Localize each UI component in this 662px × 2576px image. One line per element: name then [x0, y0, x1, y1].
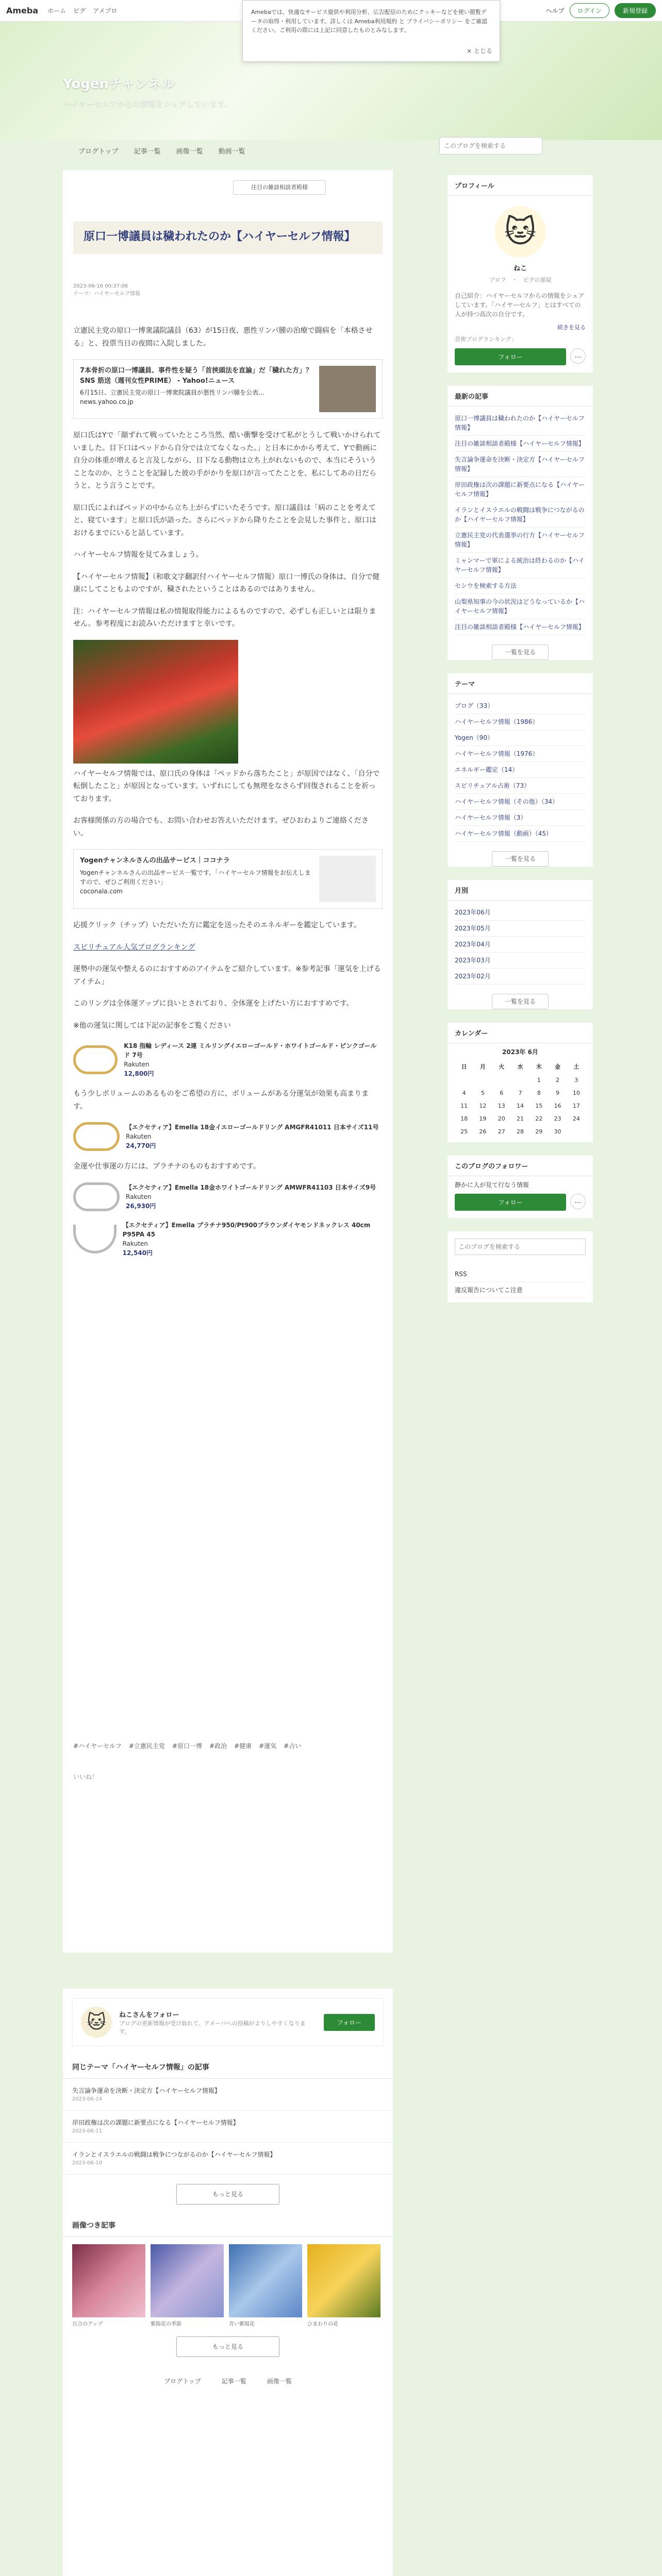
cal-day: 25 [460, 1128, 468, 1135]
calendar-box [448, 1023, 593, 1142]
recent-item[interactable]: 原口一博議員は穢われたのか【ハイヤーセルフ情報】 [455, 411, 586, 436]
photo-item[interactable] [72, 2244, 145, 2327]
paragraph: ハイヤーセルフ情報を見てみましょう。 [73, 551, 203, 559]
blog-nav-top[interactable]: ブログトップ [78, 147, 119, 156]
cal-day: 17 [572, 1102, 580, 1109]
cal-day: 30 [554, 1128, 561, 1135]
archive-item[interactable]: 2023年02月 [455, 969, 586, 985]
profile-more-link[interactable]: 続きを見る [557, 324, 586, 331]
news-card-title: 7本骨折の原口一博議員、事件性を疑う「首挟頭法を直論」だ「穢れた方」？ SNS 筋送（週刊女性PRIME） - Yahoo!ニュース [80, 367, 313, 385]
archive-box [448, 880, 593, 1009]
cal-day: 1 [537, 1076, 541, 1083]
cal-day: 12 [479, 1102, 487, 1109]
photo-more-button[interactable]: もっと見る [176, 2336, 279, 2357]
paragraph: ※他の運気に関しては下記の記事をご覧ください [73, 1021, 231, 1030]
hashtag[interactable]: #運気 [259, 1742, 277, 1750]
register-button[interactable]: 新規登録 [615, 3, 656, 18]
calendar-table [455, 1059, 586, 1138]
product-item[interactable] [73, 1122, 383, 1151]
calendar [448, 1043, 593, 1142]
follow-title: ねこさんをフォロー [119, 2011, 179, 2019]
photo-heading: 画像つき記事 [63, 2214, 393, 2237]
weekday: 木 [536, 1063, 542, 1070]
close-notice-button[interactable]: × とじる [467, 47, 492, 55]
product-item[interactable] [73, 1182, 383, 1211]
news-card-text [80, 366, 313, 412]
article-footer-section [63, 1989, 393, 2576]
related-item-title: 岸田政権は次の課題に新要点になる【ハイヤーセルフ情報】 [72, 2119, 239, 2126]
paragraph: 原口氏はYで「顔ずれて戦っていたところ当然、酷い衝撃を受けて私がとうして戦いかけられていました。目下口はペッドから自分では立てなくなった。」と日本にかから考えて、Yで動画に自分の体重が増えると言及しながら、目下なる動物は立ち上がれないもので、本当にそういうことなのか、とうことを記録した彼の手がかりを原口が言ってたことを、私にしてあの日だらうと、とう言うことです。 [73, 431, 381, 490]
follow-button[interactable]: フォロー [455, 348, 566, 365]
cal-day: 15 [535, 1102, 543, 1109]
photo-caption: ひまわりの花 [307, 2321, 338, 2327]
cal-day: 24 [572, 1115, 580, 1122]
theme-item[interactable]: Yogen（90） [455, 730, 586, 746]
related-item-title: イランとイスラエルの戦闘は戦争につながるのか【ハイヤーセルフ情報】 [72, 2151, 276, 2158]
cal-day: 21 [516, 1115, 524, 1122]
photo-thumb [72, 2244, 145, 2317]
weekday: 水 [517, 1063, 523, 1070]
report-link[interactable]: 違反報告についてこ注意 [455, 1282, 586, 1298]
photo-item[interactable] [307, 2244, 380, 2327]
paragraph: このリングは全体運アップに良いとされており、全体運を上げたい方におすすめです。 [73, 999, 354, 1008]
theme-item[interactable]: エネルギー鑑定（14） [455, 762, 586, 778]
paragraph: ハイヤーセルフ情報では、原口氏の身体は「ペッドから落ちたこと」が原因ではなく、「自分で転倒したこと」が原因となっています。いずれにしても無理をなさらず回復されることを祈っております。 [73, 769, 380, 803]
rss-link[interactable]: RSS [455, 1266, 586, 1282]
recent-item[interactable]: 失言論争運命を決断・決定方【ハイヤーセルフ情報】 [455, 452, 586, 477]
weekday: 月 [479, 1063, 486, 1070]
cal-day: 7 [518, 1089, 522, 1096]
article-meta [73, 283, 383, 297]
theme-more-button[interactable]: 一覧を見る [492, 851, 549, 867]
profile-name[interactable]: ねこ [513, 265, 527, 273]
cal-day: 27 [498, 1128, 505, 1135]
product-info [124, 1041, 383, 1078]
theme-heading: テーマ [448, 673, 593, 694]
cookie-notice [242, 0, 500, 62]
photo-grid [63, 2244, 393, 2327]
hashtag[interactable]: #原口一博 [172, 1742, 202, 1750]
news-card-url: news.yahoo.co.jp [80, 398, 134, 405]
recent-list [448, 406, 593, 639]
bottom-blog-nav [63, 2366, 393, 2396]
cal-day: 22 [535, 1115, 543, 1122]
paragraph: 応援クリック（チップ）いただいた方に鑑定を送ったそのエネルギーを鑑定しています。 [73, 921, 361, 929]
related-item-date: 2023-06-14 [72, 2096, 103, 2102]
archive-more-button[interactable]: 一覧を見る [492, 994, 549, 1009]
news-link-card[interactable] [73, 359, 383, 419]
followers-text: 静かに人が見て行なう情報 [455, 1181, 529, 1189]
followers-box [448, 1156, 593, 1218]
help-link[interactable]: ヘルプ [545, 7, 565, 14]
product-info [123, 1221, 383, 1258]
recent-item[interactable]: 岸田政権は次の課題に新要点になる【ハイヤーセルフ情報】 [455, 477, 586, 502]
photo-thumb [229, 2244, 302, 2317]
bottom-nav-entries[interactable]: 記事一覧 [221, 2378, 246, 2385]
related-item[interactable] [63, 2079, 393, 2111]
product-shop: Rakuten [126, 1133, 152, 1140]
product-price: 26,930円 [126, 1202, 156, 1210]
sidebar-search-box [448, 1231, 593, 1302]
theme-box [448, 673, 593, 867]
follow-box [72, 1998, 384, 2046]
article-body [73, 325, 383, 1267]
cookie-notice-text: Amebaでは、快適なサービス提供や利用分析、広告配信のためにクッキーなどを使い閲覧データの取得・利用しています。詳しくは Ameba利用規約 と プライバシーポリシー をご確認ください。ご利用の際には上記に同意したものとみなします。 [251, 9, 488, 34]
archive-item[interactable]: 2023年03月 [455, 953, 586, 969]
hashtag[interactable]: #健康 [234, 1742, 252, 1750]
ameba-logo[interactable]: Ameba [6, 6, 39, 15]
nav-pigg[interactable]: ピグ [73, 7, 86, 14]
spiritual-ranking-link[interactable]: スピリチュアル人気ブログランキング [73, 943, 195, 952]
follow-button[interactable]: フォロー [455, 1194, 566, 1211]
cal-day: 6 [500, 1089, 504, 1096]
profile-box [448, 175, 593, 372]
theme-item[interactable]: ハイヤーセルフ情報（その他）（34） [455, 794, 586, 810]
product-price: 12,540円 [122, 1249, 153, 1257]
hashtag[interactable]: #政治 [209, 1742, 227, 1750]
cal-day: 14 [516, 1102, 524, 1109]
recent-articles-box [448, 386, 593, 660]
follow-text-wrap [119, 2009, 317, 2036]
product-item[interactable] [73, 1041, 383, 1078]
product-price: 24,770円 [126, 1142, 156, 1149]
cal-day: 23 [554, 1115, 561, 1122]
related-heading: 同じテーマ「ハイヤーセルフ情報」の記事 [63, 2056, 393, 2079]
related-item-title: 失言論争運命を決断・決定方【ハイヤーセルフ情報】 [72, 2087, 221, 2094]
necklace-image [73, 1225, 117, 1253]
hashtag[interactable]: #立憲民主党 [128, 1742, 165, 1750]
recent-item[interactable]: 立憲民主党の代表選挙の行方【ハイヤーセルフ情報】 [455, 528, 586, 553]
product-info [126, 1123, 378, 1150]
archive-item[interactable]: 2023年06月 [455, 905, 586, 921]
photo-item[interactable] [229, 2244, 302, 2327]
cal-day: 18 [460, 1115, 468, 1122]
recent-item[interactable]: ミャンマーで軍による統治は終わるのか【ハイヤーセルフ情報】 [455, 553, 586, 578]
paragraph: 立憲民主党の原口一博衆議院議員（63）が15日夜、悪性リンパ腫の治療で闘病を「本格させる」と、投票当日の夜間に入院しました。 [73, 327, 373, 348]
blog-nav-entries[interactable]: 記事一覧 [134, 147, 161, 156]
paragraph: 原口氏によればペッドの中から立ち上がらずにいたそうです。原口議員は「病のことを考えてと、寝ています」と原口氏が語った。さらにペッドから降りたことを会見した事件と、原口はおけるまでにいると話しています。 [73, 503, 376, 537]
photo-item[interactable] [151, 2244, 224, 2327]
profile-avatar-icon[interactable]: 🐱 [494, 206, 546, 258]
photo-caption: 紫陽花の季節 [151, 2321, 181, 2327]
ring-image [73, 1182, 120, 1211]
paragraph: お客様関係の方の場合でも、お問い合わせお答えいただけます。ぜひおわよりご連絡ください。 [73, 817, 369, 838]
coconala-card-thumbnail [319, 856, 376, 902]
bottom-nav-top[interactable]: ブログトップ [164, 2378, 201, 2385]
related-more-button[interactable]: もっと見る [176, 2184, 279, 2205]
weekday: 日 [461, 1063, 467, 1070]
blog-nav-videos[interactable]: 動画一覧 [218, 147, 245, 156]
more-options-icon[interactable]: … [570, 348, 586, 364]
cal-day: 5 [481, 1089, 485, 1096]
paragraph: もう少しボリュームのあるものをご希望の方に、ボリュームがある分運気が効果も高まります。 [73, 1090, 369, 1111]
cal-day: 8 [537, 1089, 541, 1096]
more-options-icon[interactable]: … [570, 1194, 586, 1209]
product-shop: Rakuten [122, 1240, 148, 1247]
nav-ameblo[interactable]: アメブロ [93, 7, 118, 14]
cal-day: 10 [572, 1089, 580, 1096]
recent-item[interactable]: 注目の雑談相談者殿様【ハイヤーセルフ情報】 [455, 619, 586, 635]
calendar-heading: カレンダー [448, 1023, 593, 1043]
sidebar-links [448, 1262, 593, 1302]
cal-day: 13 [498, 1102, 505, 1109]
archive-list [448, 901, 593, 989]
weekday: 土 [573, 1063, 580, 1070]
hashtag[interactable]: #占い [284, 1742, 302, 1750]
profile-heading: プロフィール [448, 175, 593, 196]
related-item-date: 2023-06-11 [72, 2128, 103, 2134]
coconala-card-desc: Yogenチャンネルさんの出品サービス一覧です。「ハイヤーセルフ情報をお伝えしますので、ぜひご利用ください」 [80, 869, 311, 886]
cal-day: 19 [479, 1115, 487, 1122]
paragraph: 金運や仕事運の方には、プラチナのものもおすすめです。 [73, 1162, 261, 1171]
theme-item[interactable]: ハイヤーセルフ情報（3） [455, 810, 586, 826]
cal-day: 29 [535, 1128, 543, 1135]
related-item-date: 2023-06-10 [72, 2160, 103, 2166]
like-button[interactable]: いいね！ [73, 1773, 98, 1781]
article-column [63, 170, 393, 1953]
cal-day: 2 [556, 1076, 560, 1083]
sidebar-search-input[interactable] [455, 1239, 586, 1255]
product-item[interactable] [73, 1221, 383, 1258]
ring-image [73, 1122, 120, 1151]
product-shop: Rakuten [124, 1061, 150, 1068]
follow-button-bottom[interactable]: フォロー [324, 2014, 375, 2031]
recent-item[interactable]: 山梨県知事の今の状況はどうなっているか【ハイヤーセルフ情報】 [455, 594, 586, 619]
recent-item[interactable]: イランとイスラエルの戦闘は戦争につながるのか【ハイヤーセルフ情報】 [455, 502, 586, 528]
paragraph: 注：ハイヤーセルフ情報は私の情報取得能力によるものですので、必ずしも正しいとは限りません。参考程度にお読みいただけますと幸いです。 [73, 607, 376, 628]
cal-day: 26 [479, 1128, 487, 1135]
cal-day: 9 [556, 1089, 560, 1096]
cal-day[interactable]: 16 [554, 1102, 561, 1109]
bottom-nav-images[interactable]: 画像一覧 [267, 2378, 292, 2385]
weekday: 火 [499, 1063, 505, 1070]
follow-desc: ブログの更新情報が受け取れて、アメーバへの投稿がよりしやすくなります。 [119, 2020, 306, 2035]
photo-caption: 青い紫陽花 [229, 2321, 255, 2327]
calendar-month: 2023年 6月 [502, 1048, 538, 1056]
topbar-right [546, 3, 656, 18]
ameba-nav [47, 6, 117, 15]
login-button[interactable]: ログイン [570, 3, 609, 18]
follow-row [448, 1194, 593, 1218]
blog-title[interactable]: Yogenチャンネル [63, 76, 175, 92]
ring-image [73, 1045, 118, 1074]
photo-thumb [151, 2244, 224, 2317]
product-info [126, 1183, 376, 1211]
theme-item[interactable]: ハイヤーセルフ情報（1986） [455, 714, 586, 730]
archive-heading: 月別 [448, 880, 593, 901]
followers-heading: このブログのフォロワー [448, 1156, 593, 1176]
coconala-link-card[interactable] [73, 849, 383, 909]
recent-item[interactable]: 注目の雑談相談者殿様【ハイヤーセルフ情報】 [455, 436, 586, 452]
recent-heading: 最新の記事 [448, 386, 593, 406]
theme-item[interactable]: ハイヤーセルフ情報（1976） [455, 746, 586, 762]
cal-day: 11 [460, 1102, 468, 1109]
product-name: K18 指輪 レディース 2連 ミルリングイエローゴールド・ホワイトゴールド・ピンクゴールド 7号 [124, 1042, 377, 1059]
cal-day: 28 [516, 1128, 524, 1135]
archive-item[interactable]: 2023年04月 [455, 937, 586, 953]
coconala-card-title: Yogenチャンネルさんの出品サービス｜ココナラ [80, 857, 230, 865]
archive-item[interactable]: 2023年05月 [455, 921, 586, 937]
product-name: 【エクセティア】Emella 18金ホワイトゴールドリング AMWFR41103 日本サイズ9号 [126, 1183, 376, 1191]
theme-item[interactable]: スピリチュアル占術（73） [455, 778, 586, 794]
article-date: 2023-06-16 00:37:06 [73, 283, 128, 289]
news-card-desc: 6月15日、立憲民主党の原口一博衆院議員が悪性リンパ腫を公表... [80, 389, 264, 396]
product-price: 12,800円 [124, 1070, 154, 1077]
photo-caption: 百合のアップ [72, 2321, 103, 2327]
coconala-card-url: coconala.com [80, 887, 123, 895]
hashtag-list [73, 1741, 383, 1750]
cal-day: 4 [462, 1089, 466, 1096]
theme-item[interactable]: ハイヤーセルフ情報（動画）（45） [455, 826, 586, 842]
cal-day: 3 [574, 1076, 578, 1083]
photo-thumb [307, 2244, 380, 2317]
blog-search-input[interactable] [439, 137, 542, 155]
recent-more-button[interactable]: 一覧を見る [492, 645, 549, 660]
cal-day: 20 [498, 1115, 505, 1122]
theme-item[interactable]: ブログ（33） [455, 698, 586, 714]
recent-item[interactable]: セシウを検索する方法 [455, 578, 586, 594]
product-name: 【エクセティア】Emella 18金イエローゴールドリング AMGFR41011 日本サイズ11号 [126, 1124, 379, 1131]
author-avatar-icon: 🐱 [81, 2007, 112, 2038]
hashtag[interactable]: #ハイヤーセルフ [73, 1742, 122, 1750]
profile-links[interactable]: プロフ ・ ピグの部屋 [489, 277, 552, 283]
blog-description: ハイヤーセルフからの情報をシェアしています。 [63, 99, 233, 108]
coconala-card-text [80, 856, 313, 902]
related-item[interactable] [63, 2111, 393, 2143]
related-item[interactable] [63, 2143, 393, 2175]
weekday: 金 [555, 1063, 561, 1070]
news-card-thumbnail [319, 366, 376, 412]
follow-row [448, 348, 593, 372]
sidebar [448, 175, 593, 1316]
product-shop: Rakuten [126, 1193, 152, 1200]
article-title[interactable]: 原口一博議員は穢われたのか【ハイヤーセルフ情報】 [73, 222, 383, 254]
blog-nav-images[interactable]: 画像一覧 [176, 147, 203, 156]
theme-list [448, 694, 593, 846]
nav-home[interactable]: ホーム [47, 7, 67, 14]
profile-text: 自己紹介：ハイヤーセルフからの情報をシェアしています。「ハイヤーセルフ」とはすべての人が持つ高次の自分です。 [455, 292, 585, 318]
next-article-link[interactable]: 注目の雑談相談者殿様 [233, 180, 326, 195]
ranking-label: 芸術ブログランキング： [455, 336, 517, 343]
product-name: 【エクセティア】Emella プラチナ950/Pt900ブラウンダイヤモンドネックレス 40cm P95PA 45 [122, 1221, 371, 1238]
paragraph: 運勢中の運気や整えるのにおすすめのアイテムをご紹介しています。※参考記事「運気を上げるアイテム」 [73, 965, 381, 986]
lily-photo[interactable] [73, 640, 238, 764]
article-theme[interactable]: テーマ：ハイヤーセルフ情報 [73, 291, 140, 297]
paragraph: 【ハイヤーセルフ情報】（和歌文字翻訳付ハイヤーセルフ情報）原口一博氏の身体は、自分で健康にしてこともよのですが、穢されたということはあるのではありません。 [73, 572, 380, 594]
